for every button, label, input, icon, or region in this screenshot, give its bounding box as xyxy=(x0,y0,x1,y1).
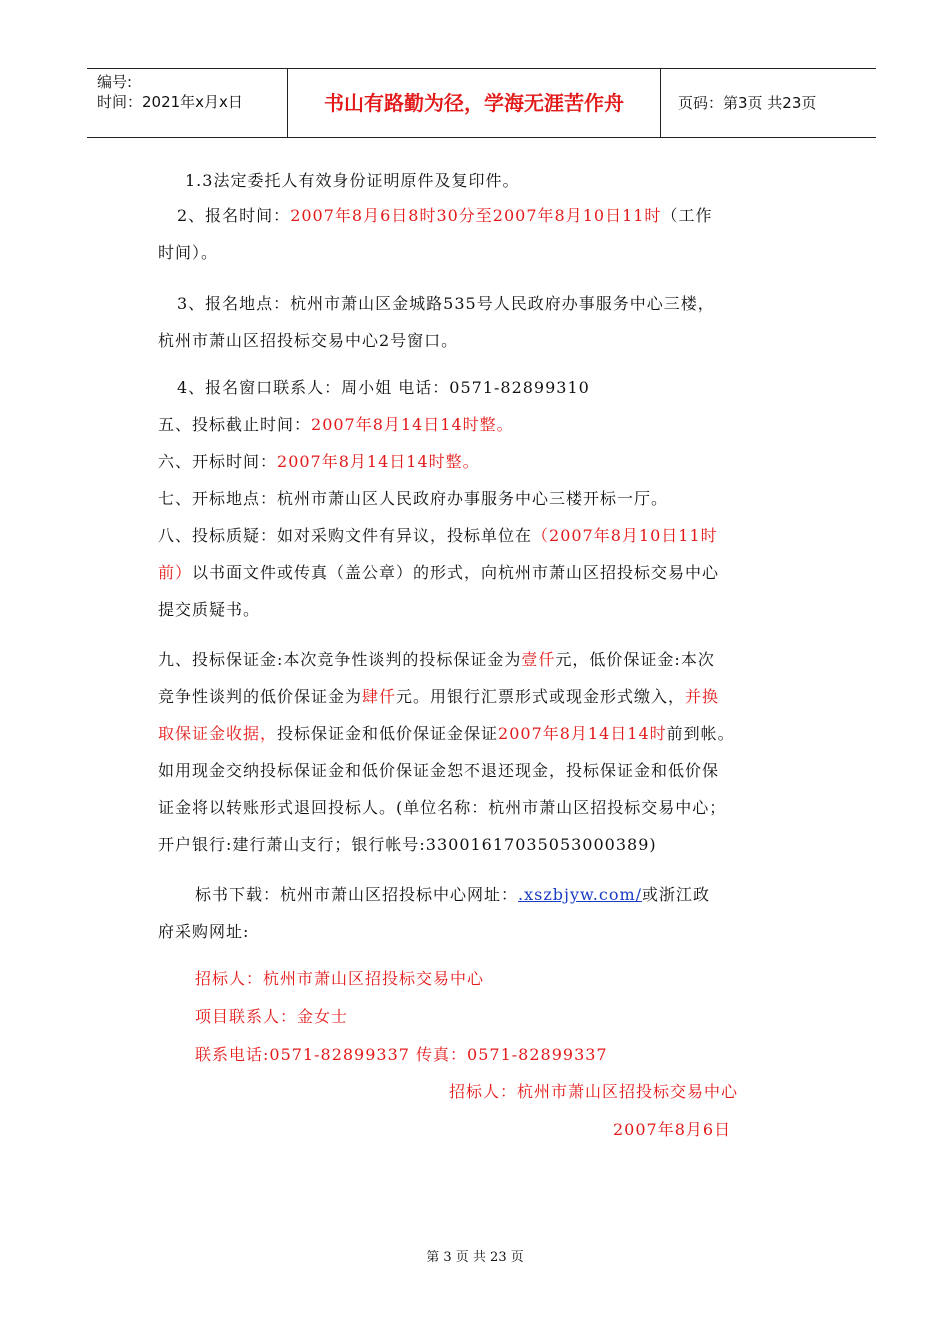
deposit-text: 九、投标保证金:本次竞争性谈判的投标保证金为 xyxy=(158,650,522,669)
registration-time-label: 2、报名时间： xyxy=(177,206,291,225)
deadline-value: 2007年8月14日14时整。 xyxy=(311,415,514,434)
body-line-2 xyxy=(177,205,712,227)
query-deadline: （2007年8月10日11时 xyxy=(532,526,718,545)
number-label: 编号: xyxy=(97,73,133,91)
contact-phone-line: 联系电话:0571-82899337 传真：0571-82899337 xyxy=(195,1045,608,1064)
deposit-guarantee: 投标保证金和低价保证金保证 xyxy=(277,724,499,743)
signature-date: 2007年8月6日 xyxy=(613,1120,732,1139)
registration-time-value: 2007年8月6日8时30分至2007年8月10日11时 xyxy=(290,206,662,225)
query-method: 以书面文件或传真（盖公章）的形式，向杭州市萧山区招投标交易中心 xyxy=(192,563,720,582)
deposit-amount: 壹仟 xyxy=(521,650,556,669)
payment-method: 元。用银行汇票形式或现金形式缴入， xyxy=(396,687,686,706)
page-header xyxy=(87,68,876,138)
download-alt: 或浙江政 xyxy=(642,885,711,904)
body-line-19 xyxy=(195,884,710,906)
body-line-13 xyxy=(158,649,715,671)
body-line-3: 时间）。 xyxy=(158,243,219,262)
low-price-text: 竞争性谈判的低价保证金为 xyxy=(158,687,363,706)
header-motto: 书山有路勤为径，学海无涯苦作舟 xyxy=(288,69,661,137)
query-text: 八、投标质疑：如对采购文件有异议，投标单位在 xyxy=(158,526,533,545)
body-line-6: 4、报名窗口联系人：周小姐 电话：0571-82899310 xyxy=(177,378,590,397)
body-line-11 xyxy=(158,562,719,584)
page-info-text: 页码：第3页 共23页 xyxy=(678,94,817,112)
receipt-note-2: 取保证金收据， xyxy=(158,724,278,743)
download-label: 标书下载：杭州市萧山区招投标中心网址： xyxy=(195,885,519,904)
time-label: 时间：2021年x月x日 xyxy=(97,93,243,111)
body-line-4: 3、报名地点：杭州市萧山区金城路535号人民政府办事服务中心三楼， xyxy=(177,294,715,313)
deposit-arrival: 前到帐。 xyxy=(666,724,735,743)
body-line-18: 开户银行:建行萧山支行；银行帐号:33001617035053000389) xyxy=(158,835,657,854)
contact-person-line: 项目联系人：金女士 xyxy=(195,1007,349,1026)
deposit-deadline: 2007年8月14日14时 xyxy=(498,724,667,743)
body-line-10 xyxy=(158,525,718,547)
page-footer: 第 3 页 共 23 页 xyxy=(426,1250,524,1265)
body-line-7 xyxy=(158,414,514,436)
header-page-info xyxy=(670,69,876,137)
receipt-note: 并换 xyxy=(685,687,720,706)
body-line-1: 1.3法定委托人有效身份证明原件及复印件。 xyxy=(185,171,520,190)
query-deadline-end: 前） xyxy=(158,563,193,582)
body-line-9: 七、开标地点：杭州市萧山区人民政府办事服务中心三楼开标一厅。 xyxy=(158,489,669,508)
low-price-amount: 肆仟 xyxy=(362,687,397,706)
body-line-12: 提交质疑书。 xyxy=(158,600,261,619)
body-line-15 xyxy=(158,723,735,745)
body-line-20: 府采购网址: xyxy=(158,922,250,941)
download-link[interactable]: .xszbjyw.com/ xyxy=(518,885,643,904)
body-line-5: 杭州市萧山区招投标交易中心2号窗口。 xyxy=(158,331,459,350)
header-meta-cell xyxy=(87,69,288,137)
opening-time-value: 2007年8月14日14时整。 xyxy=(277,452,480,471)
body-line-16: 如用现金交纳投标保证金和低价保证金恕不退还现金，投标保证金和低价保 xyxy=(158,761,720,780)
deposit-text-2: 元，低价保证金:本次 xyxy=(555,650,715,669)
opening-time-label: 六、开标时间： xyxy=(158,452,278,471)
tenderer-line: 招标人：杭州市萧山区招投标交易中心 xyxy=(195,969,485,988)
registration-time-note: （工作 xyxy=(661,206,713,225)
signature-tenderer: 招标人：杭州市萧山区招投标交易中心 xyxy=(449,1082,739,1101)
body-line-14 xyxy=(158,686,719,708)
body-line-17: 证金将以转账形式退回投标人。(单位名称：杭州市萧山区招投标交易中心； xyxy=(158,798,727,817)
deadline-label: 五、投标截止时间： xyxy=(158,415,312,434)
body-line-8 xyxy=(158,451,480,473)
